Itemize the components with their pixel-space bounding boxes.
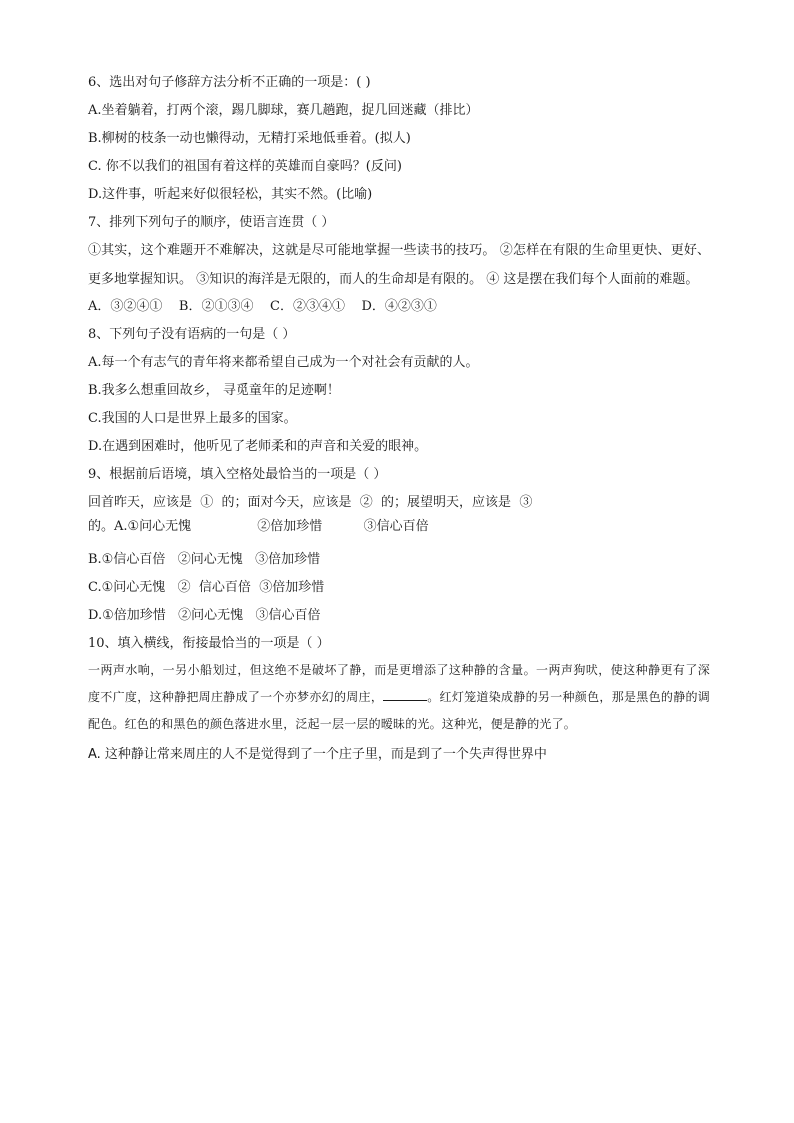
q10-passage-after: 。红灯笼道染成静的另一种颜色，那是黑色的静的调配色。红色的和黑色的颜色落进水里，泛起一层一层的暧昧的光。这种光，便是静的光了。 [88,690,710,731]
q6-option-c: C. 你不以我们的祖国有着这样的英雄而自豪吗？(反问) [88,159,402,174]
q6-option-a: A.坐着躺着，打两个滚，踢几脚球，赛几趟跑，捉几回迷藏（排比） [88,103,479,118]
q6-stem: 6、选出对句子修辞方法分析不正确的一项是：( ) [88,75,371,90]
q7-options: A．③②④① B．②①③④ C．②③④① D．④②③① [88,299,437,314]
q10-passage-before: 一两声水响，一另小船划过，但这绝不是破坏了静，而是更增添了这种静的含量。一两声狗吠，使这种静更有了深度不广度，这种静把周庄静成了一个亦梦亦幻的周庄， [88,663,710,704]
q8-option-b: B.我多么想重回故乡， 寻觅童年的足迹啊！ [88,383,340,398]
q9-option-b: B.①信心百倍 ②问心无愧 ③倍加珍惜 [88,552,321,567]
exam-page [88,74,710,763]
q9-passage-line-2: 的。A.①问心无愧 ②倍加珍惜 ③信心百倍 [88,519,429,534]
q10-stem: 10、填入横线，衔接最恰当的一项是（ ） [88,636,330,651]
q10-fill-blank [383,688,427,701]
q9-stem: 9、根据前后语境，填入空格处最恰当的一项是（ ） [88,467,387,482]
q9-passage-line-1: 回首昨天，应该是 ① 的；面对今天，应该是 ② 的；展望明天，应该是 ③ [88,495,533,510]
q8-option-d: D.在遇到困难时，他听见了老师柔和的声音和关爱的眼神。 [88,439,428,454]
q6-option-b: B.柳树的枝条一动也懒得动，无精打采地低垂着。(拟人) [88,131,411,146]
q9-option-d: D.①倍加珍惜 ②问心无愧 ③信心百倍 [88,608,321,623]
q6-option-d: D.这件事，听起来好似很轻松，其实不然。(比喻) [88,187,373,202]
q8-stem: 8、下列句子没有语病的一句是（ ） [88,327,296,342]
q7-stem: 7、排列下列句子的顺序，使语言连贯（ ） [88,215,335,230]
q8-option-c: C.我国的人口是世界上最多的国家。 [88,411,297,426]
q7-passage: ①其实，这个难题开不难解决，这就是尽可能地掌握一些读书的技巧。 ②怎样在有限的生命里更快、更好、更多地掌握知识。 ③知识的海洋是无限的，而人的生命却是有限的。 ④ 这是摆在我们每个人面前的难题。 [88,243,710,287]
q10-option-a: A. 这种静让常来周庄的人不是觉得到了一个庄子里，而是到了一个失声得世界中 [88,747,547,762]
q9-option-c: C.①问心无愧 ② 信心百倍 ③倍加珍惜 [88,580,325,595]
q8-option-a: A.每一个有志气的青年将来都希望自己成为一个对社会有贡献的人。 [88,355,479,370]
q10-passage [88,657,710,738]
